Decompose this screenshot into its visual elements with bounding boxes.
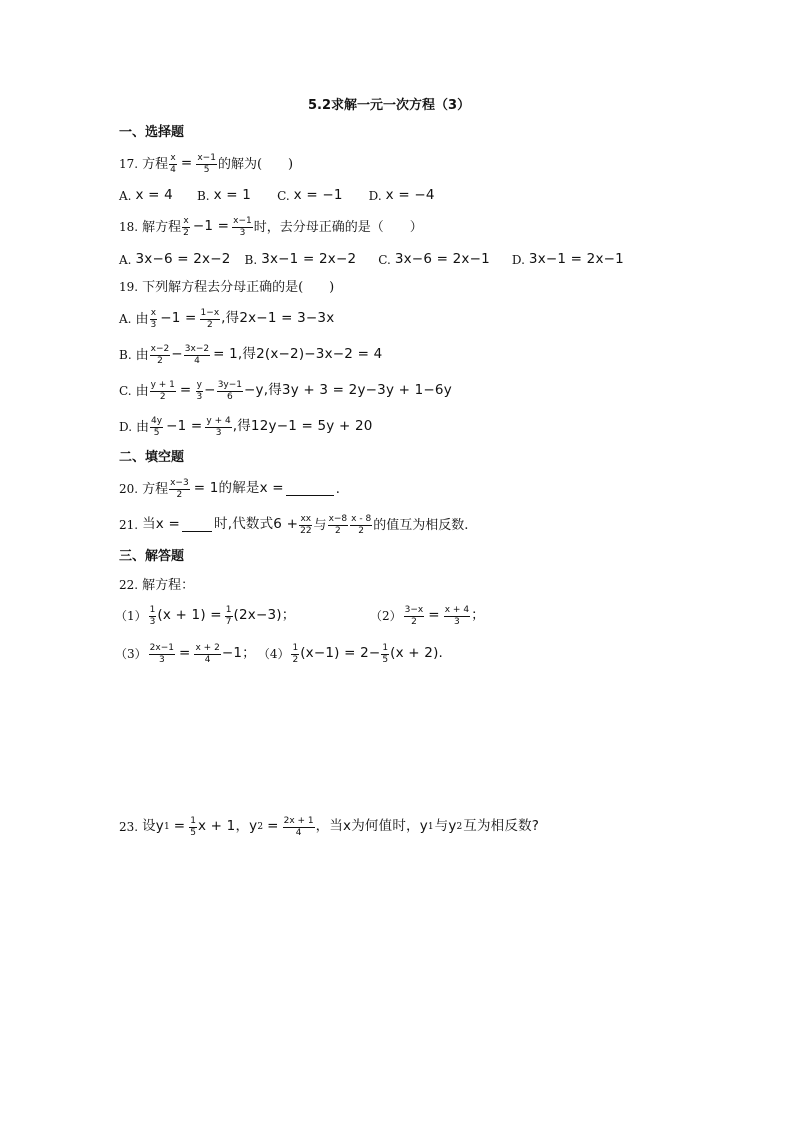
numerator: x−3 bbox=[170, 477, 189, 488]
fraction bbox=[195, 380, 203, 403]
math-text: 与y bbox=[434, 818, 457, 835]
math-text: (x + 2). bbox=[390, 645, 444, 662]
fraction bbox=[149, 643, 175, 666]
section-label: 二、填空题 bbox=[119, 450, 185, 465]
math-text: x + 1，y bbox=[197, 818, 258, 835]
math-text: −1 = bbox=[160, 310, 197, 327]
section-heading-choice bbox=[119, 126, 184, 139]
fraction bbox=[283, 816, 315, 839]
option-label: C. bbox=[119, 384, 132, 398]
fraction bbox=[328, 514, 349, 537]
question-21 bbox=[119, 513, 468, 537]
option-label: C. bbox=[277, 189, 290, 203]
fraction bbox=[149, 605, 157, 628]
numerator: x + 4 bbox=[444, 604, 470, 615]
math-text: 当x = bbox=[142, 516, 180, 533]
option-label: A. bbox=[119, 253, 132, 267]
option-value: 3x−1 = 2x−1 bbox=[528, 251, 624, 268]
numerator: x−8 bbox=[328, 513, 348, 524]
denominator: 7 bbox=[225, 616, 232, 627]
question-22 bbox=[119, 577, 194, 593]
options-18 bbox=[119, 252, 624, 268]
option-label: B. bbox=[119, 348, 132, 362]
question-stem: 解方程： bbox=[142, 577, 195, 593]
question-stem: 的解为( ) bbox=[217, 156, 294, 172]
fraction bbox=[200, 308, 221, 331]
section-label: 一、选择题 bbox=[119, 125, 185, 140]
math-text: = 1,得2(x−2)−3x−2 = 4 bbox=[213, 346, 383, 363]
denominator: 5 bbox=[190, 827, 196, 838]
numerator: 2x−1 bbox=[149, 642, 174, 653]
question-stem: 时，去分母正确的是（ ） bbox=[253, 219, 423, 235]
denominator: 3 bbox=[150, 319, 157, 330]
title-text: 5.2求解一元一次方程（3） bbox=[308, 98, 471, 113]
math-text: (x + 1) = bbox=[157, 607, 222, 624]
part-label: （4） bbox=[257, 647, 290, 661]
option-text: 由 bbox=[135, 347, 149, 363]
math-text: 时,代数式6 + bbox=[214, 516, 299, 533]
question-number: 21. bbox=[119, 518, 139, 532]
denominator: 3 bbox=[149, 616, 156, 627]
numerator: x - 8 bbox=[351, 513, 372, 524]
section-heading-fill bbox=[119, 451, 184, 464]
numerator: 3x−2 bbox=[184, 343, 210, 354]
page-title bbox=[308, 99, 470, 112]
fraction bbox=[194, 643, 220, 666]
math-text: −1； bbox=[221, 645, 256, 662]
question-23 bbox=[119, 814, 539, 840]
math-text: = bbox=[428, 607, 440, 624]
fraction bbox=[404, 605, 425, 628]
numerator: 1 bbox=[292, 642, 299, 653]
denominator: 3 bbox=[215, 427, 222, 438]
option-19-c bbox=[119, 379, 452, 403]
math-text: 互为相反数? bbox=[463, 818, 540, 835]
denominator: 6 bbox=[226, 391, 233, 402]
numerator: x bbox=[150, 307, 157, 318]
option-value: 3x−6 = 2x−1 bbox=[394, 251, 490, 268]
question-number: 19. bbox=[119, 280, 139, 294]
math-text: − bbox=[204, 382, 216, 399]
fraction bbox=[169, 478, 190, 501]
denominator: 4 bbox=[170, 164, 176, 175]
denominator: 4 bbox=[194, 355, 200, 366]
option-value: 3x−6 = 2x−2 bbox=[135, 251, 231, 268]
option-value: x = 1 bbox=[213, 187, 252, 204]
denominator: 2 bbox=[183, 227, 189, 238]
question-number: 18. bbox=[119, 220, 139, 234]
math-text: ,得2x−1 = 3−3x bbox=[221, 310, 335, 327]
question-stem: 下列解方程去分母正确的是( ) bbox=[142, 279, 335, 295]
fraction bbox=[291, 643, 299, 666]
question-20 bbox=[119, 477, 340, 501]
numerator: x + 2 bbox=[195, 642, 220, 653]
question-17 bbox=[119, 152, 293, 176]
numerator: x−1 bbox=[197, 152, 216, 163]
numerator: x−1 bbox=[233, 215, 252, 226]
option-value: x = 4 bbox=[135, 187, 173, 204]
section-label: 三、解答题 bbox=[119, 549, 185, 564]
math-text: = bbox=[267, 818, 279, 835]
option-text: 由 bbox=[136, 419, 150, 435]
question-18 bbox=[119, 215, 423, 239]
math-text: = bbox=[178, 645, 191, 662]
option-label: D. bbox=[119, 420, 133, 434]
numerator: 4y bbox=[151, 415, 163, 426]
subscript: 1 bbox=[427, 821, 434, 832]
denominator: 2 bbox=[176, 489, 183, 500]
question-number: 22. bbox=[119, 578, 139, 592]
numerator: x bbox=[170, 152, 176, 163]
question-19 bbox=[119, 279, 334, 295]
option-label: A. bbox=[119, 312, 132, 326]
numerator: 1 bbox=[149, 604, 156, 615]
denominator: 2 bbox=[292, 654, 299, 665]
fraction bbox=[232, 216, 253, 239]
subscript: 2 bbox=[257, 821, 264, 832]
option-19-b bbox=[119, 343, 382, 367]
numerator: y + 1 bbox=[150, 379, 175, 390]
numerator: 2x + 1 bbox=[283, 815, 314, 826]
fraction bbox=[217, 380, 243, 403]
math-text: ，当x为何值时，y bbox=[315, 818, 428, 835]
denominator: 3 bbox=[196, 391, 203, 402]
math-text: (2x−3)； bbox=[233, 607, 296, 624]
option-19-a bbox=[119, 307, 334, 331]
question-stem: 与 bbox=[313, 517, 327, 533]
denominator: 3 bbox=[158, 654, 165, 665]
denominator: 2 bbox=[411, 616, 417, 627]
question-stem: 解方程 bbox=[142, 219, 182, 235]
numerator: 1 bbox=[190, 815, 196, 826]
option-label: C. bbox=[378, 253, 391, 267]
subscript: 2 bbox=[456, 821, 463, 832]
question-number: 17. bbox=[119, 157, 139, 171]
question-number: 23. bbox=[119, 820, 139, 834]
denominator: 5 bbox=[382, 654, 389, 665]
options-17 bbox=[119, 188, 435, 204]
fraction bbox=[150, 416, 163, 439]
numerator: 3y−1 bbox=[217, 379, 243, 390]
denominator: 2 bbox=[157, 355, 163, 366]
part-label: （2） bbox=[370, 609, 402, 623]
math-text: = bbox=[173, 818, 186, 835]
fraction bbox=[150, 344, 171, 367]
section-heading-answer bbox=[119, 550, 184, 563]
math-text: − bbox=[171, 346, 183, 363]
equals: = bbox=[180, 155, 193, 172]
question-22-part-2 bbox=[370, 604, 485, 628]
option-label: D. bbox=[368, 189, 382, 203]
math-text: ； bbox=[471, 607, 485, 624]
option-text: 由 bbox=[135, 383, 149, 399]
denominator: 4 bbox=[204, 654, 211, 665]
fraction bbox=[381, 643, 389, 666]
fraction bbox=[299, 514, 312, 537]
numerator: 1−x bbox=[200, 307, 220, 318]
math-text: = bbox=[179, 382, 192, 399]
denominator: 4 bbox=[295, 827, 302, 838]
math-text: −1 = bbox=[192, 218, 230, 235]
fraction bbox=[182, 216, 190, 239]
question-stem: 的值互为相反数. bbox=[373, 517, 469, 533]
numerator: 1 bbox=[225, 604, 232, 615]
numerator: 3−x bbox=[404, 604, 424, 615]
option-text: 由 bbox=[135, 311, 149, 327]
math-text: (x−1) = 2− bbox=[300, 645, 381, 662]
math-text: = 1的解是x = bbox=[193, 480, 284, 497]
fraction bbox=[444, 605, 470, 628]
denominator: 5 bbox=[203, 164, 210, 175]
fraction bbox=[184, 344, 210, 367]
answer-blank[interactable] bbox=[286, 483, 334, 496]
option-value: 3x−1 = 2x−2 bbox=[261, 251, 357, 268]
math-text: −y,得3y + 3 = 2y−3y + 1−6y bbox=[244, 382, 452, 399]
option-label: A. bbox=[119, 189, 132, 203]
question-number: 20. bbox=[119, 482, 139, 496]
fraction bbox=[205, 416, 231, 439]
option-value: x = −4 bbox=[385, 187, 435, 204]
part-label: （1） bbox=[115, 609, 147, 623]
option-label: D. bbox=[511, 253, 525, 267]
subscript: 1 bbox=[163, 821, 170, 832]
denominator: 2 bbox=[206, 319, 213, 330]
numerator: y bbox=[196, 379, 202, 390]
denominator: 3 bbox=[239, 227, 246, 238]
fraction bbox=[189, 816, 197, 839]
denominator: 5 bbox=[153, 427, 160, 438]
answer-blank[interactable] bbox=[182, 519, 212, 532]
option-19-d bbox=[119, 415, 373, 439]
numerator: x bbox=[183, 215, 189, 226]
math-text: 设y bbox=[142, 818, 164, 835]
fraction bbox=[150, 308, 158, 331]
numerator: x−2 bbox=[150, 343, 170, 354]
punctuation: . bbox=[335, 481, 340, 497]
numerator: y + 4 bbox=[206, 415, 231, 426]
denominator: 22 bbox=[300, 525, 312, 536]
fraction bbox=[196, 153, 217, 176]
question-22-part-3-4 bbox=[115, 642, 443, 666]
question-stem: 方程 bbox=[142, 156, 169, 172]
part-label: （3） bbox=[115, 647, 147, 661]
fraction bbox=[350, 514, 372, 537]
fraction bbox=[169, 153, 177, 176]
numerator: 1 bbox=[382, 642, 389, 653]
fraction bbox=[150, 380, 176, 403]
option-label: B. bbox=[244, 253, 258, 267]
option-label: B. bbox=[196, 189, 210, 203]
question-stem: 方程 bbox=[142, 481, 169, 497]
denominator: 2 bbox=[159, 391, 166, 402]
question-22-part-1 bbox=[115, 604, 295, 628]
fraction bbox=[225, 605, 233, 628]
math-text: −1 = bbox=[166, 418, 203, 435]
option-value: x = −1 bbox=[293, 187, 343, 204]
math-text: ,得12y−1 = 5y + 20 bbox=[232, 418, 373, 435]
denominator: 3 bbox=[454, 616, 460, 627]
numerator: xx bbox=[300, 513, 312, 524]
denominator: 2 bbox=[334, 525, 341, 536]
denominator: 2 bbox=[358, 525, 365, 536]
